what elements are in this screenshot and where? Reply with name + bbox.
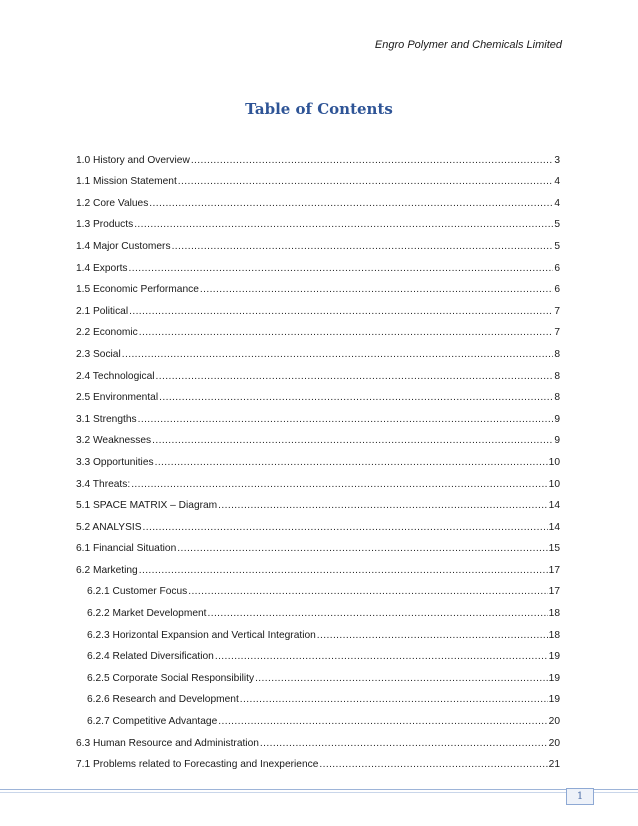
toc-entry-label: 2.1 Political (76, 305, 129, 317)
dot-leader (156, 370, 554, 383)
toc-entry-page-number: 4 (554, 197, 560, 209)
toc-entry[interactable] (76, 512, 560, 534)
toc-entry-label: 1.0 History and Overview (76, 154, 190, 166)
toc-entry-label: 6.2.4 Related Diversification (87, 651, 214, 663)
dot-leader (122, 348, 554, 361)
toc-entry[interactable] (76, 706, 560, 728)
toc-entry-label: 6.2.5 Corporate Social Responsibility (87, 672, 255, 684)
dot-leader (319, 758, 547, 771)
toc-entry-page-number: 19 (548, 694, 560, 706)
toc-entry-page-number: 14 (548, 521, 560, 533)
toc-entry-label: 3.4 Threats: (76, 478, 131, 490)
toc-entry-label: 1.2 Core Values (76, 197, 149, 209)
dot-leader (218, 715, 547, 728)
toc-entry[interactable] (76, 663, 560, 685)
toc-entry[interactable] (76, 253, 560, 275)
dot-leader (207, 607, 547, 620)
toc-entry[interactable] (76, 188, 560, 210)
dot-leader (129, 262, 554, 275)
toc-entry-page-number: 17 (548, 586, 560, 598)
dot-leader (178, 175, 554, 188)
dot-leader (129, 305, 553, 318)
toc-entry[interactable] (76, 383, 560, 405)
toc-entry-label: 6.1 Financial Situation (76, 543, 177, 555)
toc-entry-page-number: 15 (548, 543, 560, 555)
toc-entry-label: 1.4 Major Customers (76, 240, 171, 252)
dot-leader (317, 629, 548, 642)
toc-entry[interactable] (76, 750, 560, 772)
toc-entry-label: 2.3 Social (76, 348, 121, 360)
toc-entry[interactable] (76, 231, 560, 253)
toc-entry-label: 5.2 ANALYSIS (76, 521, 142, 533)
dot-leader (131, 478, 547, 491)
dot-leader (138, 413, 554, 426)
toc-entry[interactable] (76, 361, 560, 383)
toc-entry[interactable] (76, 642, 560, 664)
dot-leader (215, 650, 548, 663)
toc-entry-page-number: 18 (548, 608, 560, 620)
toc-entry-label: 6.2.6 Research and Development (87, 694, 239, 706)
dot-leader (260, 737, 548, 750)
toc-entry-page-number: 4 (554, 176, 560, 188)
dot-leader (152, 434, 553, 447)
toc-entry[interactable] (76, 404, 560, 426)
toc-entry-label: 5.1 SPACE MATRIX – Diagram (76, 500, 218, 512)
toc-entry-label: 1.3 Products (76, 219, 134, 231)
dot-leader (240, 693, 548, 706)
toc-entry-page-number: 6 (554, 262, 560, 274)
dot-leader (177, 542, 547, 555)
dot-leader (149, 197, 553, 210)
toc-entry[interactable] (76, 469, 560, 491)
toc-entry-label: 2.5 Environmental (76, 392, 159, 404)
toc-entry[interactable] (76, 296, 560, 318)
toc-entry[interactable] (76, 598, 560, 620)
toc-entry-page-number: 19 (548, 651, 560, 663)
toc-entry-page-number: 8 (554, 392, 560, 404)
dot-leader (134, 218, 553, 231)
toc-entry[interactable] (76, 167, 560, 189)
toc-entry[interactable] (76, 685, 560, 707)
toc-entry-page-number: 8 (554, 370, 560, 382)
toc-entry-page-number: 14 (548, 500, 560, 512)
toc-entry-page-number: 8 (554, 348, 560, 360)
toc-entry-label: 7.1 Problems related to Forecasting and Inexperience (76, 759, 319, 771)
dot-leader (159, 391, 553, 404)
toc-entry-page-number: 5 (554, 219, 560, 231)
toc-entry-page-number: 21 (548, 759, 560, 771)
toc-entry-label: 2.2 Economic (76, 327, 138, 339)
toc-entry[interactable] (76, 447, 560, 469)
toc-entry-page-number: 9 (554, 435, 560, 447)
toc-entry-label: 1.4 Exports (76, 262, 128, 274)
toc-entry[interactable] (76, 555, 560, 577)
toc-entry-page-number: 3 (554, 154, 560, 166)
dot-leader (172, 240, 554, 253)
footer-rule (0, 789, 638, 790)
dot-leader (139, 326, 554, 339)
toc-entry[interactable] (76, 426, 560, 448)
toc-entry[interactable] (76, 339, 560, 361)
dot-leader (191, 154, 554, 167)
toc-entry-label: 6.2.1 Customer Focus (87, 586, 188, 598)
dot-leader (188, 585, 547, 598)
toc-entry-label: 1.5 Economic Performance (76, 284, 199, 296)
toc-entry-page-number: 18 (548, 629, 560, 641)
table-of-contents (76, 145, 560, 771)
toc-entry[interactable] (76, 275, 560, 297)
toc-entry-label: 1.1 Mission Statement (76, 176, 177, 188)
toc-entry[interactable] (76, 318, 560, 340)
running-header-company: Engro Polymer and Chemicals Limited (374, 39, 562, 51)
toc-title: Table of Contents (245, 100, 393, 118)
toc-entry[interactable] (76, 728, 560, 750)
toc-entry[interactable] (76, 534, 560, 556)
toc-entry-page-number: 10 (548, 456, 560, 468)
dot-leader (200, 283, 553, 296)
toc-entry[interactable] (76, 491, 560, 513)
toc-entry-label: 3.1 Strengths (76, 413, 137, 425)
toc-entry-label: 6.2.3 Horizontal Expansion and Vertical Integration (87, 629, 316, 641)
dot-leader (139, 564, 548, 577)
toc-entry-label: 2.4 Technological (76, 370, 155, 382)
page-number: 1 (566, 788, 594, 805)
toc-entry-page-number: 10 (548, 478, 560, 490)
toc-entry-page-number: 20 (548, 716, 560, 728)
dot-leader (255, 672, 548, 685)
toc-entry-label: 6.2 Marketing (76, 564, 138, 576)
toc-entry[interactable] (76, 210, 560, 232)
toc-entry-label: 6.2.2 Market Development (87, 608, 207, 620)
dot-leader (218, 499, 548, 512)
toc-entry[interactable] (76, 577, 560, 599)
toc-entry-label: 3.2 Weaknesses (76, 435, 152, 447)
toc-entry-page-number: 5 (554, 240, 560, 252)
toc-entry-label: 3.3 Opportunities (76, 456, 154, 468)
toc-entry-page-number: 20 (548, 737, 560, 749)
toc-entry[interactable] (76, 145, 560, 167)
toc-entry[interactable] (76, 620, 560, 642)
dot-leader (143, 521, 548, 534)
toc-entry-page-number: 7 (554, 327, 560, 339)
toc-entry-label: 6.2.7 Competitive Advantage (87, 716, 218, 728)
toc-entry-page-number: 19 (548, 672, 560, 684)
toc-entry-page-number: 7 (554, 305, 560, 317)
dot-leader (155, 456, 548, 469)
toc-entry-page-number: 6 (554, 284, 560, 296)
footer-rule-secondary (0, 792, 638, 793)
toc-entry-page-number: 9 (554, 413, 560, 425)
toc-entry-page-number: 17 (548, 564, 560, 576)
toc-entry-label: 6.3 Human Resource and Administration (76, 737, 259, 749)
